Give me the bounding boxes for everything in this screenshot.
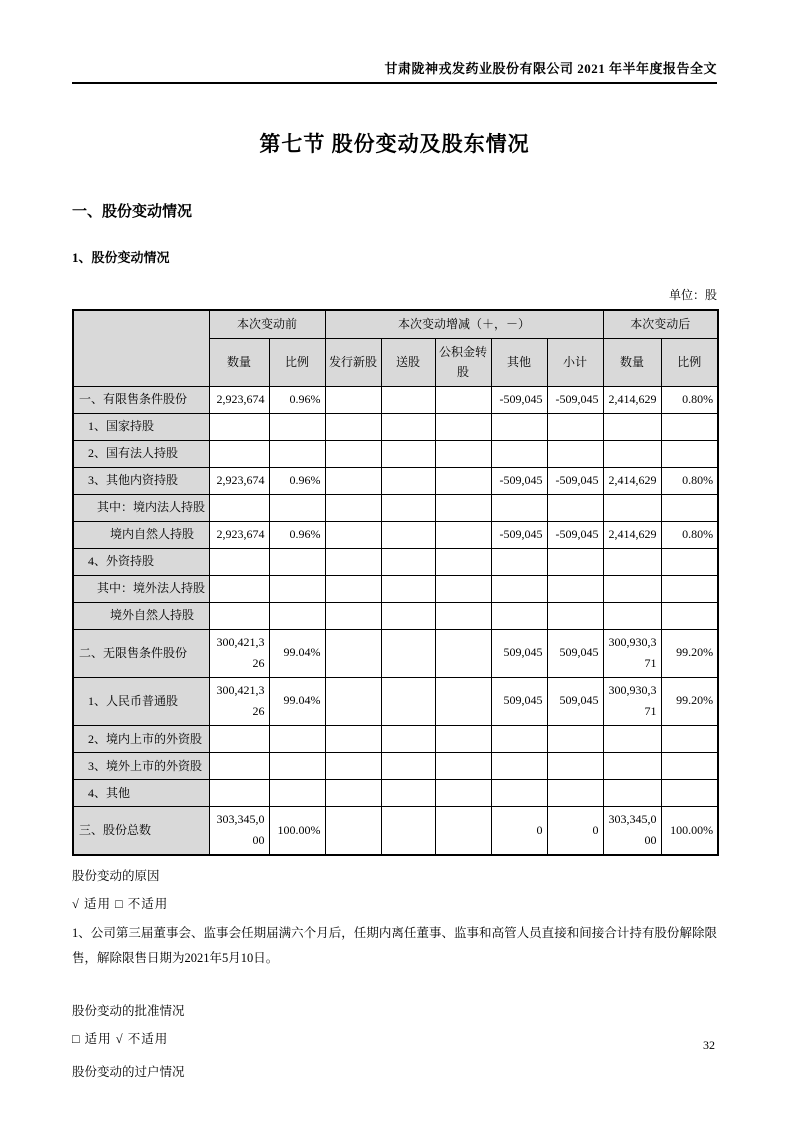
table-cell [209, 725, 269, 752]
header-col-ratio-before: 比例 [269, 338, 325, 386]
table-row [73, 752, 718, 779]
table-cell [435, 725, 491, 752]
table-cell [269, 440, 325, 467]
reason-applicability: √ 适用 □ 不适用 [72, 897, 169, 912]
table-cell [381, 629, 435, 677]
table-row [73, 413, 718, 440]
table-cell [435, 386, 491, 413]
table-cell [381, 548, 435, 575]
table-row [73, 467, 718, 494]
running-header: 甘肃陇神戎发药业股份有限公司 2021 年半年度报告全文 [72, 0, 717, 84]
table-cell [547, 779, 603, 806]
table-cell [325, 467, 381, 494]
table-cell [325, 806, 381, 855]
table-cell: -509,045 [547, 521, 603, 548]
row-label: 1、人民币普通股 [73, 677, 209, 725]
table-cell [661, 575, 718, 602]
table-cell: 99.04% [269, 629, 325, 677]
row-label: 3、其他内资持股 [73, 467, 209, 494]
table-cell: 0.80% [661, 467, 718, 494]
table-cell [661, 725, 718, 752]
table-cell: 2,414,629 [603, 467, 661, 494]
header-group-before: 本次变动前 [209, 310, 325, 338]
table-cell [491, 440, 547, 467]
table-cell [325, 521, 381, 548]
table-cell: 100.00% [661, 806, 718, 855]
table-cell [435, 440, 491, 467]
table-cell [381, 677, 435, 725]
table-header-row-groups [73, 310, 718, 338]
table-cell [381, 440, 435, 467]
table-cell [435, 548, 491, 575]
table-cell [325, 413, 381, 440]
table-cell [381, 575, 435, 602]
row-label: 3、境外上市的外资股 [73, 752, 209, 779]
table-cell [435, 575, 491, 602]
row-label: 一、有限售条件股份 [73, 386, 209, 413]
table-cell: 0.80% [661, 521, 718, 548]
table-cell [209, 548, 269, 575]
table-row [73, 521, 718, 548]
table-cell [661, 413, 718, 440]
table-cell [547, 725, 603, 752]
spacer [72, 971, 717, 991]
table-cell [435, 752, 491, 779]
table-cell [209, 602, 269, 629]
table-row [73, 806, 718, 855]
table-cell [269, 602, 325, 629]
table-cell [209, 494, 269, 521]
table-cell: 2,414,629 [603, 386, 661, 413]
table-cell: 300,421,326 [209, 629, 269, 677]
share-table-body [73, 310, 718, 855]
share-change-table [72, 309, 719, 856]
table-cell [209, 575, 269, 602]
table-cell [435, 413, 491, 440]
table-cell [547, 413, 603, 440]
table-cell [209, 752, 269, 779]
table-cell [325, 440, 381, 467]
chapter-title: 第七节 股份变动及股东情况 [259, 132, 530, 156]
table-cell [435, 677, 491, 725]
table-row [73, 602, 718, 629]
table-cell: 0 [547, 806, 603, 855]
row-label: 境内自然人持股 [73, 521, 209, 548]
table-cell [491, 602, 547, 629]
table-cell [491, 725, 547, 752]
table-cell [325, 677, 381, 725]
table-cell [381, 752, 435, 779]
table-cell [435, 521, 491, 548]
table-cell: 300,421,326 [209, 677, 269, 725]
table-row [73, 575, 718, 602]
row-label: 2、境内上市的外资股 [73, 725, 209, 752]
table-cell [547, 548, 603, 575]
table-cell [269, 575, 325, 602]
reason-paragraph: 1、公司第三届董事会、监事会任期届满六个月后，任期内离任董事、监事和高管人员直接和间接合计持有股份解除限售，解除限售日期为2021年5月10日。 [72, 925, 717, 965]
table-cell [661, 779, 718, 806]
header-col-qty-before: 数量 [209, 338, 269, 386]
table-cell [435, 494, 491, 521]
table-row [73, 725, 718, 752]
section-heading: 一、股份变动情况 [72, 204, 193, 220]
table-cell [547, 575, 603, 602]
unit-label: 单位：股 [668, 288, 717, 302]
table-cell [209, 779, 269, 806]
table-cell [547, 494, 603, 521]
table-cell: 509,045 [491, 677, 547, 725]
table-cell [435, 467, 491, 494]
table-cell [661, 494, 718, 521]
table-cell: 99.20% [661, 677, 718, 725]
page-content [72, 0, 717, 1084]
row-label: 2、国有法人持股 [73, 440, 209, 467]
subsection-heading: 1、股份变动情况 [72, 250, 170, 265]
table-cell [603, 779, 661, 806]
approval-title: 股份变动的批准情况 [72, 1003, 185, 1018]
table-cell [491, 752, 547, 779]
table-cell [603, 440, 661, 467]
table-cell [603, 548, 661, 575]
transfer-title: 股份变动的过户情况 [72, 1064, 185, 1079]
notes-block [72, 864, 717, 1084]
table-cell [381, 413, 435, 440]
table-cell: 303,345,000 [209, 806, 269, 855]
table-cell [269, 752, 325, 779]
table-cell: -509,045 [547, 467, 603, 494]
header-col-ratio-after: 比例 [661, 338, 718, 386]
table-row [73, 629, 718, 677]
table-cell [325, 575, 381, 602]
table-cell [603, 494, 661, 521]
header-group-change: 本次变动增减（＋，－） [325, 310, 603, 338]
row-label: 其中：境内法人持股 [73, 494, 209, 521]
table-cell [435, 629, 491, 677]
table-cell: 0.80% [661, 386, 718, 413]
table-cell [381, 467, 435, 494]
table-cell [381, 386, 435, 413]
table-cell [325, 725, 381, 752]
table-cell: -509,045 [547, 386, 603, 413]
table-cell: 2,923,674 [209, 521, 269, 548]
row-label: 二、无限售条件股份 [73, 629, 209, 677]
table-cell: 303,345,000 [603, 806, 661, 855]
table-cell [603, 575, 661, 602]
table-cell [491, 548, 547, 575]
table-cell: 0 [491, 806, 547, 855]
table-cell: 2,414,629 [603, 521, 661, 548]
table-cell [603, 602, 661, 629]
header-group-after: 本次变动后 [603, 310, 718, 338]
table-cell [325, 494, 381, 521]
table-cell [381, 806, 435, 855]
table-cell [661, 602, 718, 629]
table-cell [269, 548, 325, 575]
table-cell [325, 629, 381, 677]
header-col-other: 其他 [491, 338, 547, 386]
row-label: 其中：境外法人持股 [73, 575, 209, 602]
table-cell: 99.04% [269, 677, 325, 725]
row-label: 4、外资持股 [73, 548, 209, 575]
table-cell [661, 440, 718, 467]
table-cell [325, 386, 381, 413]
table-cell: 0.96% [269, 521, 325, 548]
table-cell: 2,923,674 [209, 467, 269, 494]
table-cell: -509,045 [491, 521, 547, 548]
table-cell: 300,930,371 [603, 629, 661, 677]
table-cell [325, 548, 381, 575]
table-cell [603, 413, 661, 440]
table-cell: 300,930,371 [603, 677, 661, 725]
header-col-new-issue: 发行新股 [325, 338, 381, 386]
table-cell [381, 602, 435, 629]
table-cell [435, 806, 491, 855]
table-cell: 2,923,674 [209, 386, 269, 413]
table-cell [435, 602, 491, 629]
table-cell [547, 440, 603, 467]
table-cell: 509,045 [491, 629, 547, 677]
table-row [73, 548, 718, 575]
table-row [73, 779, 718, 806]
table-cell [381, 725, 435, 752]
table-cell [435, 779, 491, 806]
table-cell [603, 752, 661, 779]
header-col-subtotal: 小计 [547, 338, 603, 386]
table-cell [269, 725, 325, 752]
table-cell [491, 494, 547, 521]
header-col-bonus: 送股 [381, 338, 435, 386]
table-cell [381, 521, 435, 548]
header-corner-cell [73, 310, 209, 386]
table-cell [381, 494, 435, 521]
table-cell: 509,045 [547, 677, 603, 725]
header-col-reserve-conversion: 公积金转股 [435, 338, 491, 386]
table-cell: 100.00% [269, 806, 325, 855]
table-cell [269, 779, 325, 806]
reason-title: 股份变动的原因 [72, 869, 160, 884]
table-cell [491, 575, 547, 602]
approval-applicability: □ 适用 √ 不适用 [72, 1032, 169, 1047]
table-cell: 99.20% [661, 629, 718, 677]
table-row [73, 440, 718, 467]
table-cell [547, 752, 603, 779]
table-cell [325, 779, 381, 806]
row-label: 1、国家持股 [73, 413, 209, 440]
table-cell [209, 413, 269, 440]
table-cell: 0.96% [269, 386, 325, 413]
table-cell [491, 779, 547, 806]
table-cell [661, 548, 718, 575]
table-cell: 509,045 [547, 629, 603, 677]
table-cell [547, 602, 603, 629]
table-cell [209, 440, 269, 467]
table-cell: 0.96% [269, 467, 325, 494]
row-label: 境外自然人持股 [73, 602, 209, 629]
table-cell [269, 413, 325, 440]
table-cell [381, 779, 435, 806]
row-label: 4、其他 [73, 779, 209, 806]
table-row [73, 386, 718, 413]
table-cell [269, 494, 325, 521]
table-cell: -509,045 [491, 467, 547, 494]
table-cell [603, 725, 661, 752]
table-row [73, 494, 718, 521]
table-cell [661, 752, 718, 779]
row-label: 三、股份总数 [73, 806, 209, 855]
table-cell: -509,045 [491, 386, 547, 413]
table-cell [325, 602, 381, 629]
page-number: 32 [703, 1038, 715, 1052]
header-col-qty-after: 数量 [603, 338, 661, 386]
table-row [73, 677, 718, 725]
table-cell [325, 752, 381, 779]
table-cell [491, 413, 547, 440]
